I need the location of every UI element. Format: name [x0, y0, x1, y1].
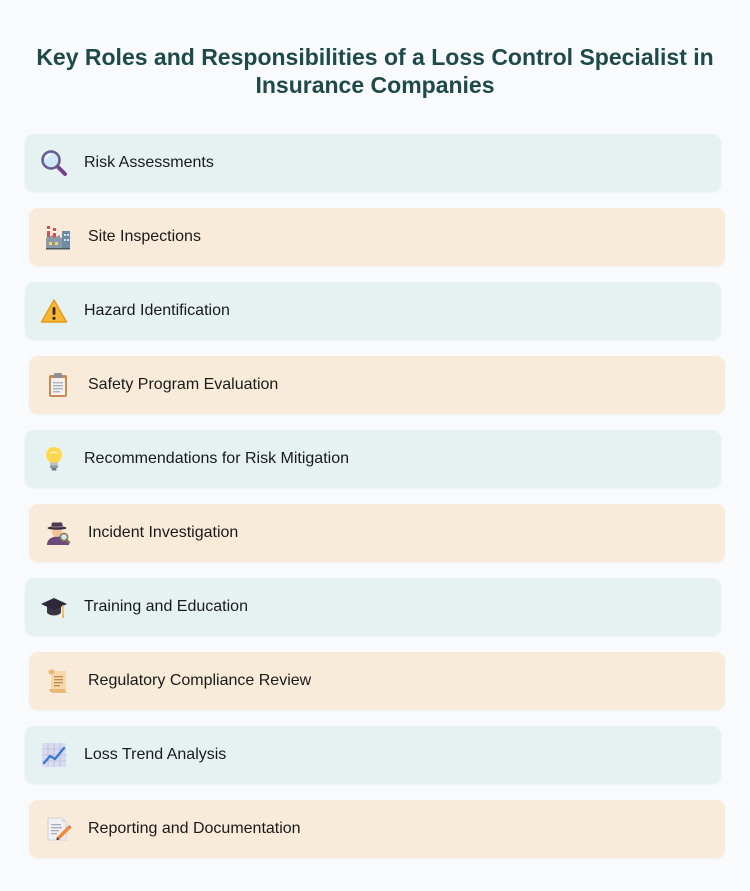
magnifying-glass-icon [39, 148, 69, 178]
list-item-label: Loss Trend Analysis [84, 746, 227, 763]
list-item-training-and-education [25, 578, 721, 636]
page-title: Key Roles and Responsibilities of a Loss Control Specialist in Insurance Companies [36, 44, 714, 98]
warning-icon [39, 296, 69, 326]
chart-increasing-icon [39, 740, 69, 770]
list-item-label: Safety Program Evaluation [88, 376, 279, 393]
list-item-label: Regulatory Compliance Review [88, 672, 312, 689]
detective-icon [43, 518, 73, 548]
list-item-hazard-identification [25, 282, 721, 340]
list-item-label: Recommendations for Risk Mitigation [84, 450, 349, 467]
list-item-reporting-and-documentation [29, 800, 725, 858]
list-item-label: Training and Education [84, 598, 248, 615]
list-item-label: Reporting and Documentation [88, 820, 301, 837]
list-item-incident-investigation [29, 504, 725, 562]
list-item-label: Risk Assessments [84, 154, 214, 171]
list-item-risk-assessments [25, 134, 721, 192]
list-item-label: Site Inspections [88, 228, 201, 245]
scroll-icon [43, 666, 73, 696]
factory-icon [43, 222, 73, 252]
list-item-label: Hazard Identification [84, 302, 230, 319]
list-item-safety-program-evaluation [29, 356, 725, 414]
list-item-recommendations-for-risk-mitigation [25, 430, 721, 488]
memo-icon [43, 814, 73, 844]
list-item-site-inspections [29, 208, 725, 266]
graduation-cap-icon [39, 592, 69, 622]
light-bulb-icon [39, 444, 69, 474]
clipboard-icon [43, 370, 73, 400]
list-item-label: Incident Investigation [88, 524, 239, 541]
list-item-regulatory-compliance-review [29, 652, 725, 710]
list-item-loss-trend-analysis [25, 726, 721, 784]
